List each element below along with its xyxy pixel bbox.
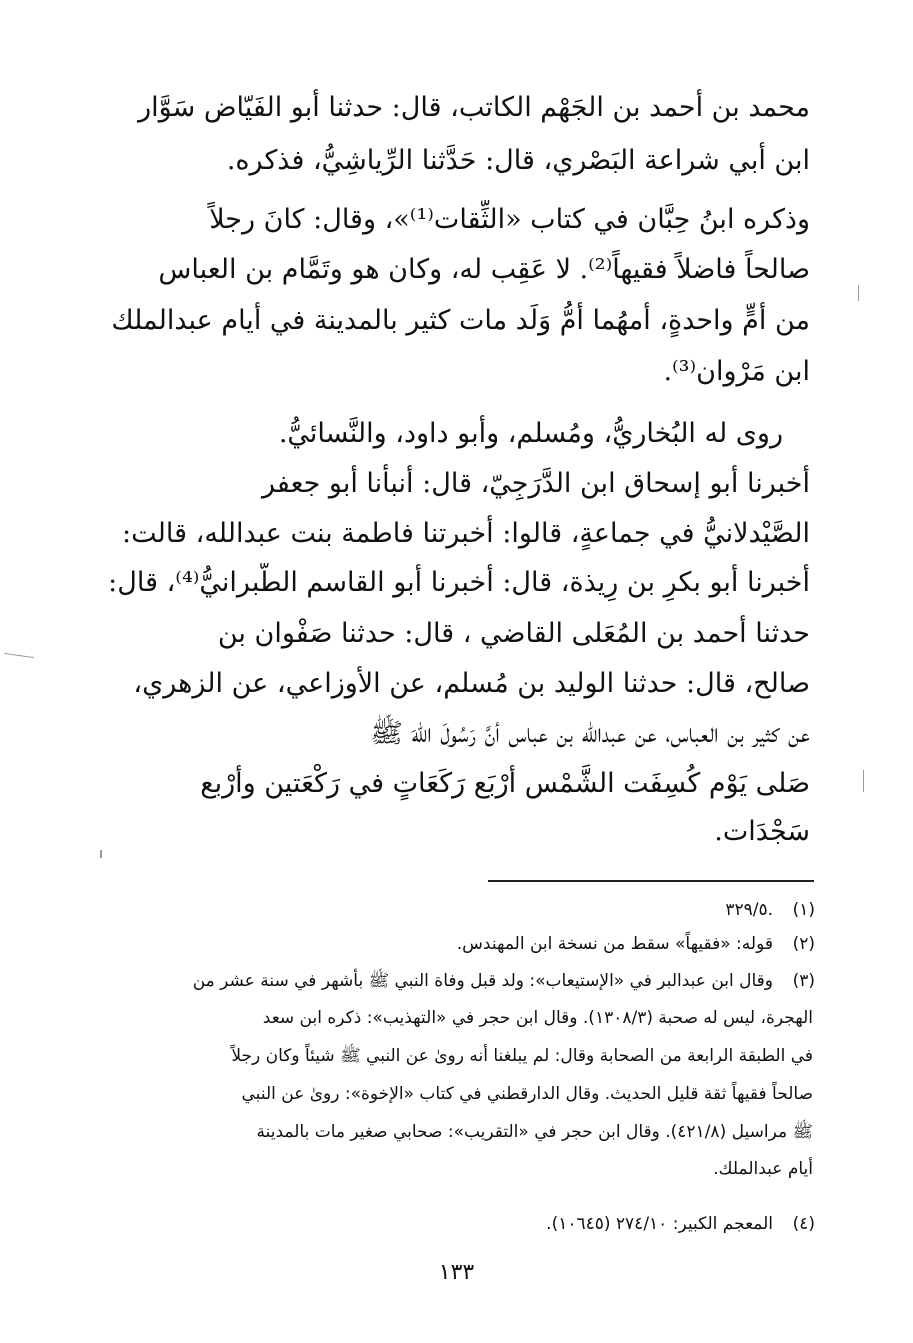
scan-mark xyxy=(100,850,102,858)
footnote-line: وقال ابن عبدالبر في «الإستيعاب»: ولد قبل وفاة النبي ﷺ بأشهر في سنة عشر من xyxy=(192,971,773,991)
footnote-separator xyxy=(488,880,814,882)
footnote-line: صالحاً فقيهاً ثقة قليل الحديث. وقال الدارقطني في كتاب «الإخوة»: روىٰ عن النبي xyxy=(241,1084,813,1104)
footnote-line: المعجم الكبير: ٢٧٤/١٠ (١٠٦٤٥). xyxy=(546,1214,773,1234)
footnote-marker: (٤) xyxy=(792,1214,815,1234)
page-number: ١٣٣ xyxy=(438,1260,475,1285)
body-line: صالح، قال: حدثنا الوليد بن مُسلم، عن الأوزاعي، عن الزهري، xyxy=(133,668,810,699)
footnote-marker: (٣) xyxy=(792,971,815,991)
footnote-line: .٣٢٩/٥ xyxy=(725,900,773,920)
body-line: من أُمٍّ واحدةٍ، أمهُما أمُّ وَلَد مات كثير بالمدينة في أيام عبدالملك xyxy=(111,305,810,336)
body-line: صَلى يَوْم كُسِفَت الشَّمْس أرْبَع رَكَعَاتٍ في رَكْعَتين وأرْبع xyxy=(200,768,810,799)
body-line: أخبرنا أبو إسحاق ابن الدَّرَجِيّ، قال: أنبأنا أبو جعفر xyxy=(262,468,810,499)
scan-mark xyxy=(4,653,34,658)
body-line: وذكره ابنُ حِبَّان في كتاب «الثِّقات⁽¹⁾»، وقال: كانَ رجلاً xyxy=(209,204,810,235)
body-line: ابن أبي شراعة البَصْري، قال: حَدَّثنا الرِّياشِيُّ، فذكره. xyxy=(226,145,810,176)
scan-mark xyxy=(858,285,859,301)
body-line: ابن مَرْوان⁽³⁾. xyxy=(663,356,810,387)
body-line: صالحاً فاضلاً فقيهاً⁽²⁾. لا عَقِب له، وكان هو وتَمَّام بن العباس xyxy=(158,254,810,285)
footnote-line: الهجرة، ليس له صحبة (١٣٠٨/٣). وقال ابن حجر في «التهذيب»: ذكره ابن سعد xyxy=(262,1008,813,1028)
footnote-line: قوله: «فقيهاً» سقط من نسخة ابن المهندس. xyxy=(456,934,773,954)
footnote-line: ﷺ مراسيل (٤٢١/٨). وقال ابن حجر في «التقريب»: صحابي صغير مات بالمدينة xyxy=(256,1122,813,1142)
body-line: الصَّيْدلانيُّ في جماعةٍ، قالوا: أخبرتنا فاطمة بنت عبدالله، قالت: xyxy=(122,518,810,549)
scan-mark xyxy=(863,770,864,792)
body-line: سَجْدَات. xyxy=(714,816,810,847)
footnote-marker: (٢) xyxy=(792,934,815,954)
footnote-line: أيام عبدالملك. xyxy=(713,1159,813,1179)
body-line: روى له البُخاريُّ، ومُسلم، وأبو داود، والنَّسائيُّ. xyxy=(278,418,783,449)
footnote-line: في الطبقة الرابعة من الصحابة وقال: لم يبلغنا أنه روىٰ عن النبي ﷺ شيئاً وكان رجلاً xyxy=(231,1046,813,1066)
footnote-marker: (١) xyxy=(792,900,815,920)
body-line: حدثنا أحمد بن المُعَلى القاضي ، قال: حدثنا صَفْوان بن xyxy=(217,618,810,649)
body-line: أخبرنا أبو بكرِ بن رِيذة، قال: أخبرنا أبو القاسم الطَّبرانيُّ⁽⁴⁾، قال: xyxy=(108,567,810,598)
body-line: محمد بن أحمد بن الجَهْم الكاتب، قال: حدثنا أبو الفَيّاض سَوَّار xyxy=(138,92,810,123)
body-line: عن كثير بن العباس، عن عبدالله بن عباس أنَّ رَسُولَ اللهَ ﷺ xyxy=(370,718,810,749)
